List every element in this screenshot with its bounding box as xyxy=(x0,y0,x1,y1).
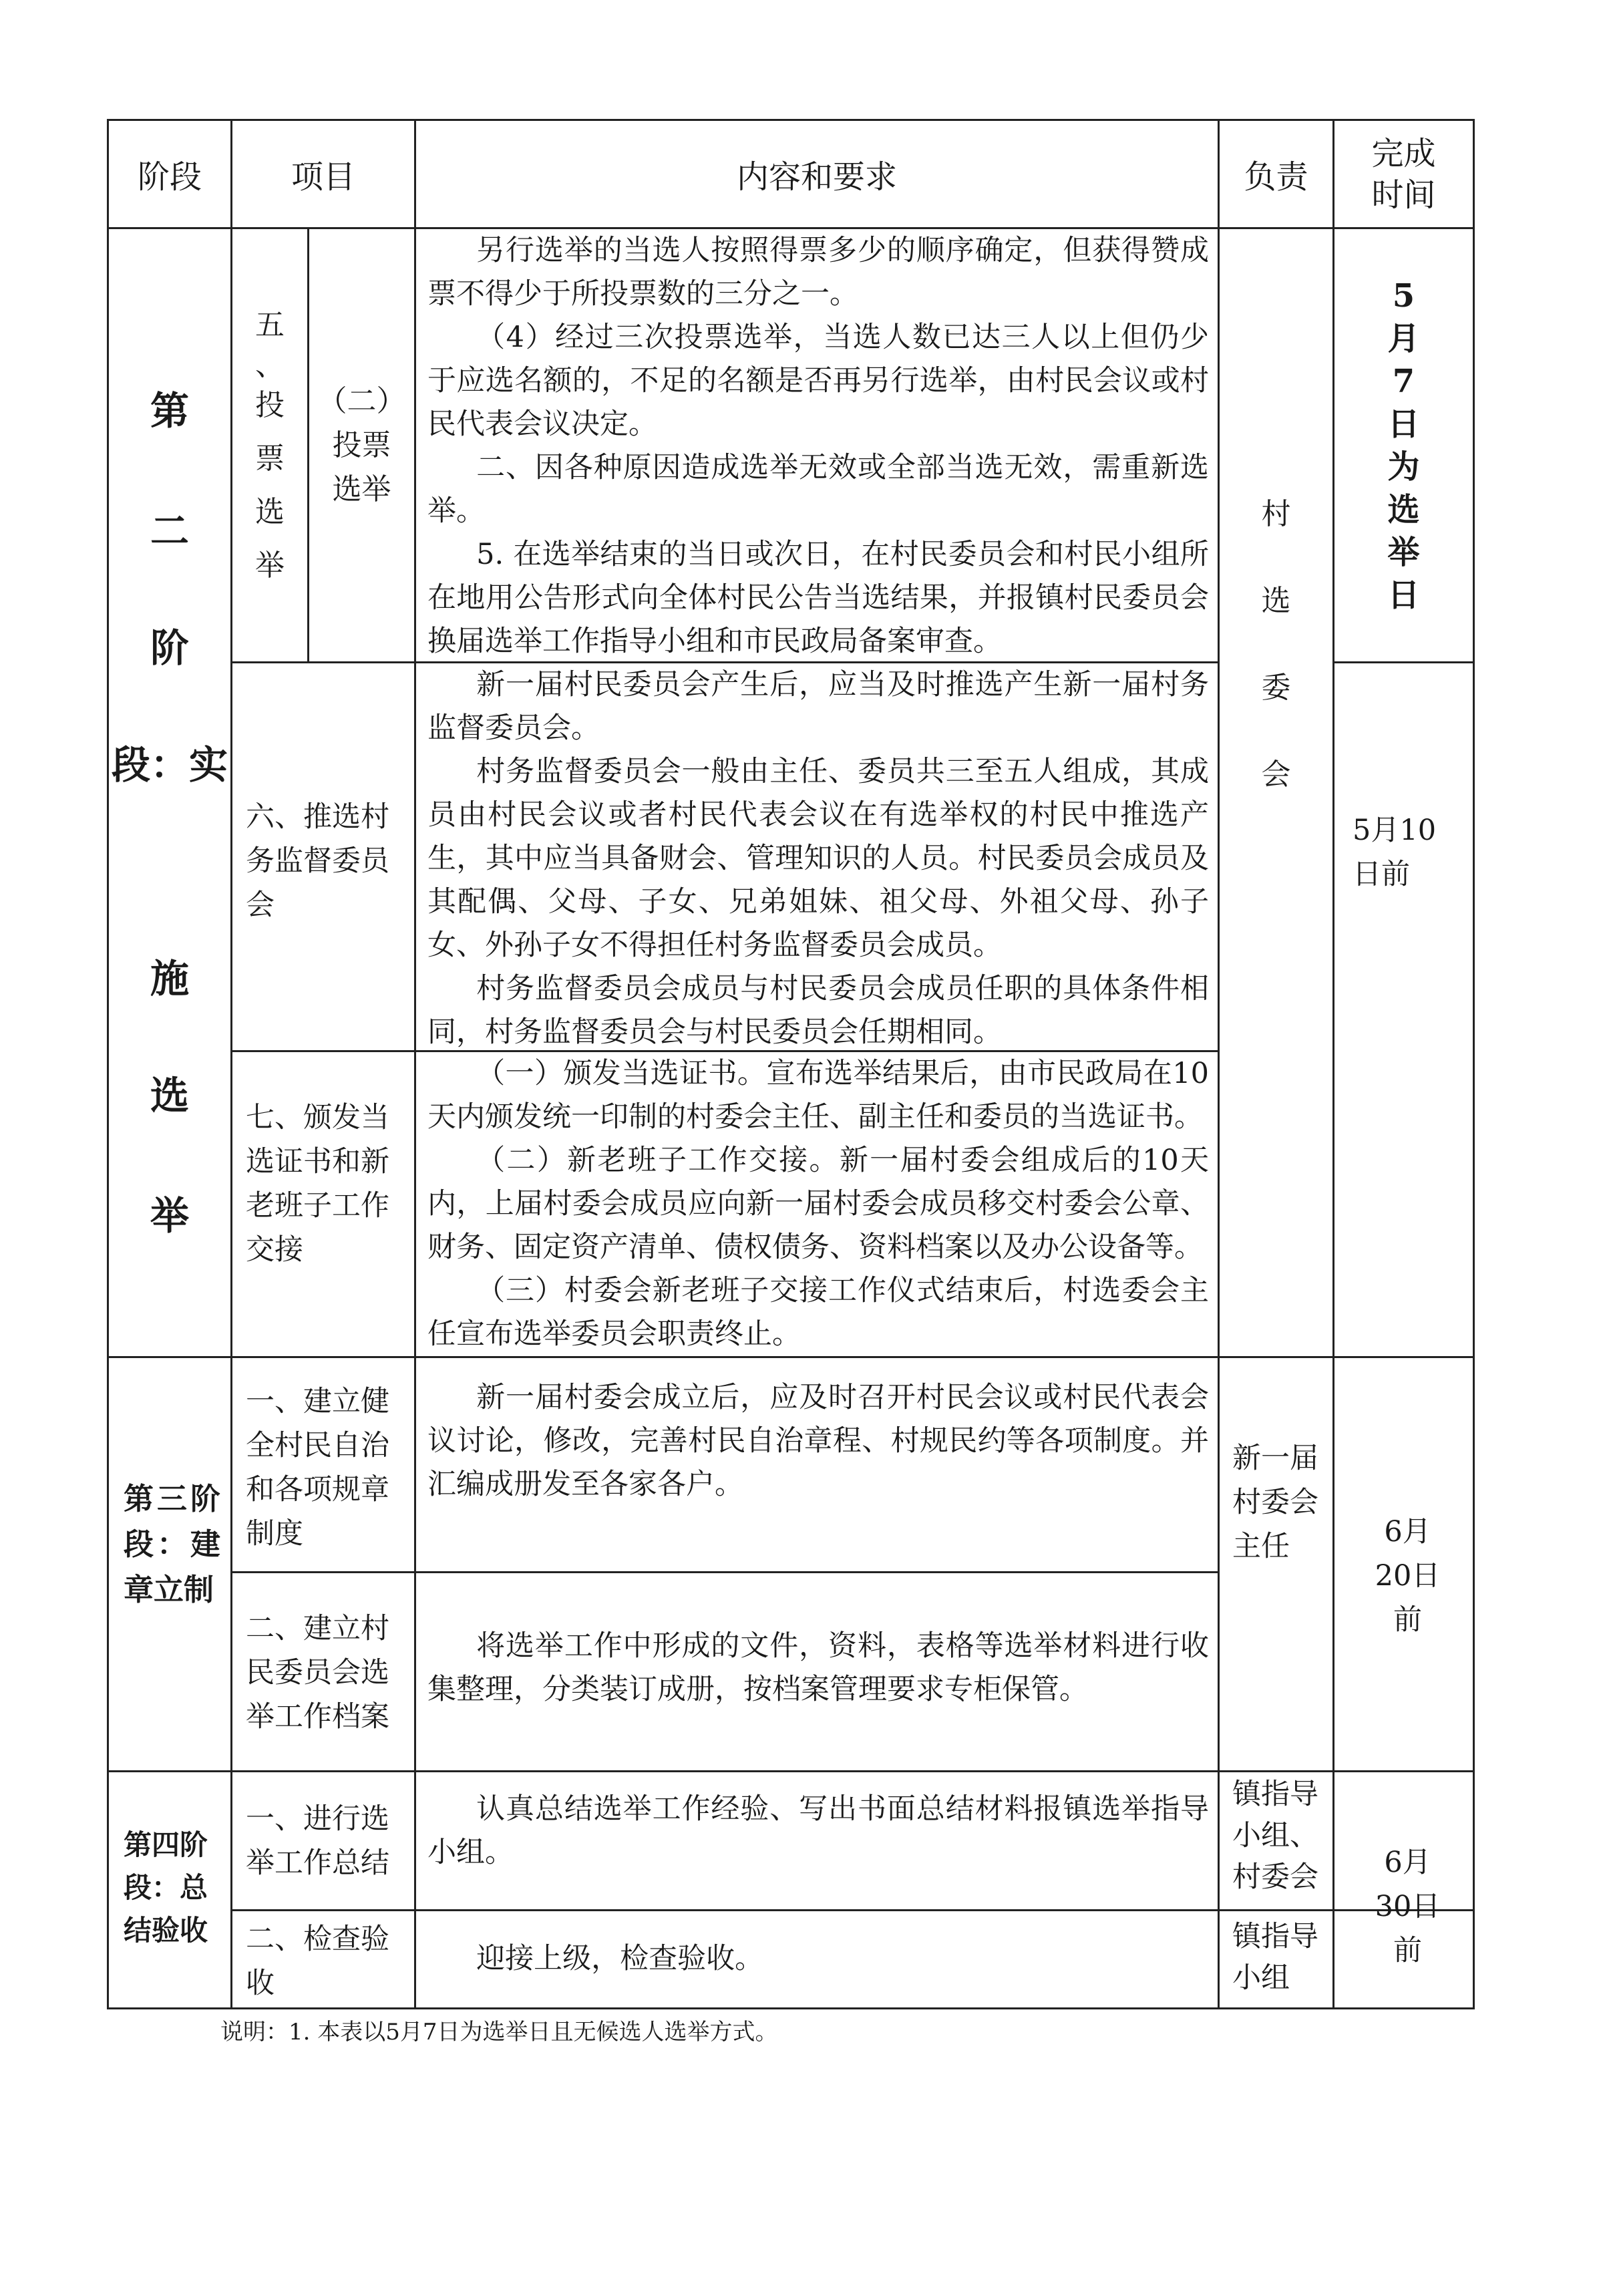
stage4-item2-label: 二、检查验收 xyxy=(246,1923,389,2000)
header-stage: 阶段 xyxy=(137,158,202,196)
stage2-responsible xyxy=(1220,229,1332,1356)
row-divider xyxy=(107,1770,1473,1772)
row-divider xyxy=(1332,661,1473,663)
item5-char: 、 xyxy=(255,347,285,382)
stage4-responsible1: 镇指导小组、村委会 xyxy=(1232,1778,1318,1894)
item6-content xyxy=(427,663,1209,1054)
stage4-time: 6月30日前 xyxy=(1375,1846,1441,1967)
item7-paragraph: （一）颁发当选证书。宣布选举结果后，由市民政局在10天内颁发统一印制的村委会主任、副主任和委员的当选证书。 xyxy=(427,1057,1209,1134)
stage4-responsible2: 镇指导小组 xyxy=(1232,1920,1318,1995)
item5-label xyxy=(232,229,307,661)
responsible-char: 会 xyxy=(1261,758,1291,792)
time-election-day xyxy=(1334,229,1473,661)
row-divider xyxy=(107,1356,1473,1358)
item5-char: 选 xyxy=(255,494,285,529)
stage3-label: 第三阶段：建章立制 xyxy=(124,1481,220,1607)
stage3-item2-content: 将选举工作中形成的文件，资料，表格等选举材料进行收集整理，分类装订成册，按档案管理要求专柜保管。 xyxy=(427,1629,1209,1706)
column-divider xyxy=(414,119,416,2009)
stage4-item1-content: 认真总结选举工作经验、写出书面总结材料报镇选举指导小组。 xyxy=(427,1792,1209,1869)
item6-paragraph: 村务监督委员会成员与村民委员会成员任职的具体条件相同，村务监督委员会与村民委员会任期相同。 xyxy=(427,972,1209,1049)
time-char: 选 xyxy=(1387,490,1420,528)
item5-paragraph: （4）经过三次投票选举，当选人数已达三人以上但仍少于应选名额的，不足的名额是否再另行选举，由村民会议或村民代表会议决定。 xyxy=(427,321,1209,441)
item5-paragraph: 5. 在选举结束的当日或次日，在村民委员会和村民小组所在地用公告形式向全体村民公告当选结果，并报镇村民委员会换届选举工作指导小组和市民政局备案审查。 xyxy=(427,538,1209,658)
stage2-char: 选 xyxy=(150,1073,189,1118)
responsible-char: 选 xyxy=(1261,584,1291,618)
stage2-char: 第 xyxy=(150,388,189,434)
time-char: 日 xyxy=(1387,405,1420,443)
time-item6: 5月10日前 xyxy=(1353,814,1437,891)
item5-paragraph: 二、因各种原因造成选举无效或全部当选无效，需重新选举。 xyxy=(427,451,1209,528)
item5-char: 票 xyxy=(255,441,285,476)
stage2-char: 段：实 xyxy=(111,742,228,788)
table-footnote: 说明：1. 本表以5月7日为选举日且无候选人选举方式。 xyxy=(220,2019,778,2045)
item5-sub-line: 选举 xyxy=(332,472,391,506)
stage4-label: 第四阶段：总结验收 xyxy=(124,1828,208,1947)
responsible-char: 村 xyxy=(1261,497,1291,531)
item6-paragraph: 新一届村民委员会产生后，应当及时推选产生新一届村务监督委员会。 xyxy=(427,668,1209,745)
item5-content xyxy=(427,229,1209,663)
header-time-line1: 完成 xyxy=(1371,134,1436,172)
stage3-item1-content: 新一届村委会成立后，应及时召开村民会议或村民代表会议讨论，修改，完善村民自治章程、村规民约等各项制度。并汇编成册发至各家各户。 xyxy=(427,1381,1209,1501)
row-divider xyxy=(230,1909,1473,1911)
stage4-item2-content: 迎接上级，检查验收。 xyxy=(476,1942,764,1975)
item5-sub-line: 投票 xyxy=(332,428,391,462)
table-border-right xyxy=(1473,119,1475,2009)
item7-content xyxy=(427,1052,1209,1356)
stage2-label xyxy=(109,229,230,1356)
item5-char: 举 xyxy=(255,548,285,583)
stage3-item1-label: 一、建立健全村民自治和各项规章制度 xyxy=(246,1385,389,1550)
item5-sub-label xyxy=(309,229,414,661)
stage2-char: 施 xyxy=(150,956,189,1001)
time-char: 为 xyxy=(1387,448,1420,486)
item5-paragraph: 另行选举的当选人按照得票多少的顺序确定，但获得赞成票不得少于所投票数的三分之一。 xyxy=(427,234,1209,311)
time-char: 5 xyxy=(1392,277,1415,315)
header-time-line2: 时间 xyxy=(1371,176,1436,214)
stage2-char: 举 xyxy=(150,1193,189,1239)
time-char: 日 xyxy=(1387,576,1420,614)
header-time xyxy=(1334,121,1473,227)
time-char: 举 xyxy=(1387,533,1420,571)
item6-label: 六、推选村务监督委员会 xyxy=(246,800,389,922)
header-responsible: 负责 xyxy=(1244,158,1308,196)
stage3-item2-label: 二、建立村民委员会选举工作档案 xyxy=(246,1612,389,1734)
item6-paragraph: 村务监督委员会一般由主任、委员共三至五人组成，其成员由村民会议或者村民代表会议在有选举权的村民中推选产生，其中应当具备财会、管理知识的人员。村民委员会成员及其配偶、父母、子女、兄弟姐妹、祖父母、外祖父母、孙子女、外孙子女不得担任村务监督委员会成员。 xyxy=(427,755,1209,962)
time-char: 月 xyxy=(1387,319,1420,357)
stage3-responsible: 新一届村委会主任 xyxy=(1232,1442,1318,1563)
table-border-bottom xyxy=(107,2007,1473,2009)
stage3-time: 6月20日前 xyxy=(1375,1515,1441,1637)
header-content: 内容和要求 xyxy=(736,158,897,196)
stage2-char: 二 xyxy=(150,508,189,554)
time-char: 7 xyxy=(1392,362,1415,400)
row-divider xyxy=(230,1571,1219,1573)
item5-char: 五 xyxy=(255,307,285,342)
responsible-char: 委 xyxy=(1261,671,1291,705)
stage2-char: 阶 xyxy=(150,625,189,671)
item7-paragraph: （三）村委会新老班子交接工作仪式结束后，村选委会主任宣布选举委员会职责终止。 xyxy=(427,1274,1209,1351)
item7-label: 七、颁发当选证书和新老班子工作交接 xyxy=(246,1101,389,1267)
stage4-item1-label: 一、进行选举工作总结 xyxy=(246,1802,389,1880)
item5-sub-line: （二） xyxy=(317,383,406,418)
item5-char: 投 xyxy=(255,387,285,422)
item7-paragraph: （二）新老班子工作交接。新一届村委会组成后的10天内，上届村委会成员应向新一届村委会成员移交村委会公章、财务、固定资产清单、债权债务、资料档案以及办公设备等。 xyxy=(427,1144,1209,1264)
header-item: 项目 xyxy=(291,158,355,196)
